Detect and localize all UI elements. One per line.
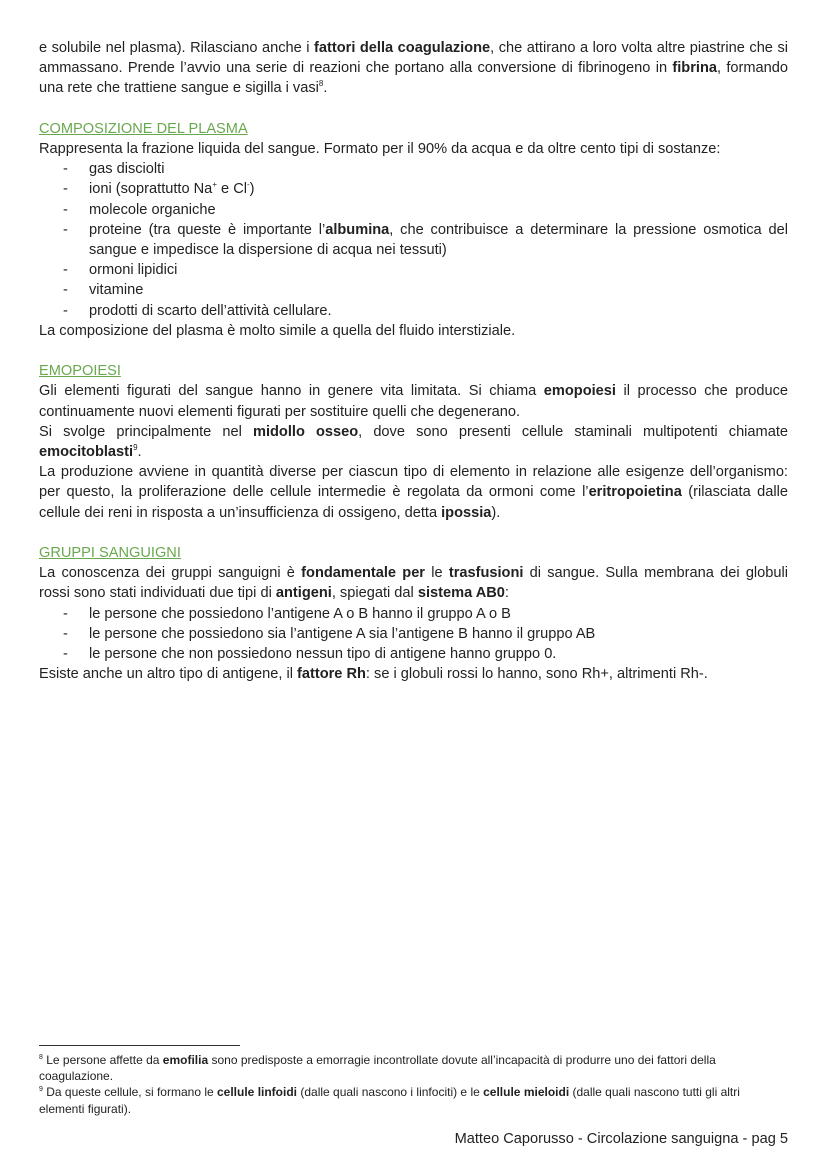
page-footer: Matteo Caporusso - Circolazione sanguigna - pag 5 — [454, 1131, 788, 1147]
gruppi-paragraph-1: La conoscenza dei gruppi sanguigni è fondamentale per le trasfusioni di sangue. Sulla membrana dei globuli rossi sono stati individuati due tipi di antigeni, spiegati dal sistema AB0: — [39, 565, 789, 602]
emopoiesi-paragraph-1: Gli elementi figurati del sangue hanno in genere vita limitata. Si chiama emopoiesi il processo che produce continuamente nuovi elementi figurati per sostituire quelli che degenerano. — [39, 383, 789, 420]
footnote-8: $^8$ Le persone affette da emofilia sono predisposte a emorragie incontrollate dovute all’incapacità di produrre uno dei fattori della coagulazione. — [39, 1053, 716, 1084]
term-midollo-osseo: midollo osseo — [252, 423, 359, 440]
term-albumina: albumina — [325, 221, 390, 238]
footnote-ref-8[interactable]: 8 — [318, 79, 324, 89]
gruppi-paragraph-2: Esiste anche un altro tipo di antigene, il fattore Rh: se i globuli rossi lo hanno, sono Rh+, altrimenti Rh-. — [39, 666, 708, 683]
term-emocitoblasti: emocitoblasti — [39, 444, 134, 461]
footnote-ref-9[interactable]: 9 — [133, 443, 138, 453]
list-item: - gas disciolti — [39, 159, 788, 179]
footnote-9: $^9$ Da queste cellule, si formano le cellule linfoidi (dalle quali nascono i linfociti) e le cellule mieloidi (dalle quali nascono tutti gli altri elementi figurati). — [39, 1085, 740, 1116]
list-item: - le persone che possiedono sia l’antigene A sia l’antigene B hanno il gruppo AB — [39, 624, 788, 644]
list-item: - vitamine — [39, 280, 788, 300]
intro-paragraph: e solubile nel plasma). Rilasciano anche i fattori della coagulazione, che attirano a loro volta altre piastrine che si ammassano. Prende l’avvio una serie di reazioni che portano alla conversione di fibrinogeno in fibrina, formando una rete che trattiene sangue e sigilla i vasi$^8$. — [39, 40, 789, 97]
plasma-closing: La composizione del plasma è molto simile a quella del fluido interstiziale. — [39, 322, 516, 339]
emopoiesi-paragraph-3: La produzione avviene in quantità diverse per ciascun tipo di elemento in relazione alle esigenze dell’organismo: per questo, la proliferazione delle cellule intermedie è regolata da ormoni come l’eritropoietina (rilasciata dalle cellule dei reni in risposta a un’insufficienza di ossigeno, detta ipossia). — [39, 464, 788, 521]
list-item: - le persone che possiedono l’antigene A o B hanno il gruppo A o B — [39, 604, 788, 624]
list-item: - molecole organiche — [39, 200, 788, 220]
document-body — [39, 38, 788, 684]
list-item: - prodotti di scarto dell’attività cellulare. — [39, 301, 788, 321]
term-eritropoietina: eritropoietina — [588, 484, 682, 501]
footnote-divider — [39, 1045, 240, 1046]
heading-emopoiesi: EMOPOIESI — [39, 363, 121, 380]
list-item: - proteine (tra queste è importante l’albumina, che contribuisce a determinare la pressione osmotica del sangue e impedisce la dispersione di acqua nei tessuti) — [39, 220, 788, 260]
plasma-intro: Rappresenta la frazione liquida del sangue. Formato per il 90% da acqua e da oltre cento tipi di sostanze: — [39, 141, 721, 157]
gruppi-list — [39, 604, 788, 665]
emopoiesi-paragraph-2: Si svolge principalmente nel midollo osseo, dove sono presenti cellule staminali multipotenti chiamate emocitoblasti$^9$. — [39, 423, 788, 461]
heading-composizione-plasma: COMPOSIZIONE DEL PLASMA — [39, 120, 248, 137]
term-emopoiesi: emopoiesi — [543, 383, 616, 400]
term-fibrina: fibrina — [672, 60, 717, 77]
list-item: - le persone che non possiedono nessun tipo di antigene hanno gruppo 0. — [39, 644, 788, 664]
plasma-list — [39, 159, 788, 321]
list-item: - ioni (soprattutto Na+ e Cl-) — [39, 179, 788, 199]
term-fattore-rh: fattore Rh — [297, 666, 366, 683]
term-ipossia: ipossia — [441, 504, 492, 521]
list-item: - ormoni lipidici — [39, 260, 788, 280]
footnotes — [39, 1052, 788, 1117]
heading-gruppi-sanguigni: GRUPPI SANGUIGNI — [39, 545, 181, 562]
term-fattori-coagulazione: fattori della coagulazione — [314, 40, 491, 56]
